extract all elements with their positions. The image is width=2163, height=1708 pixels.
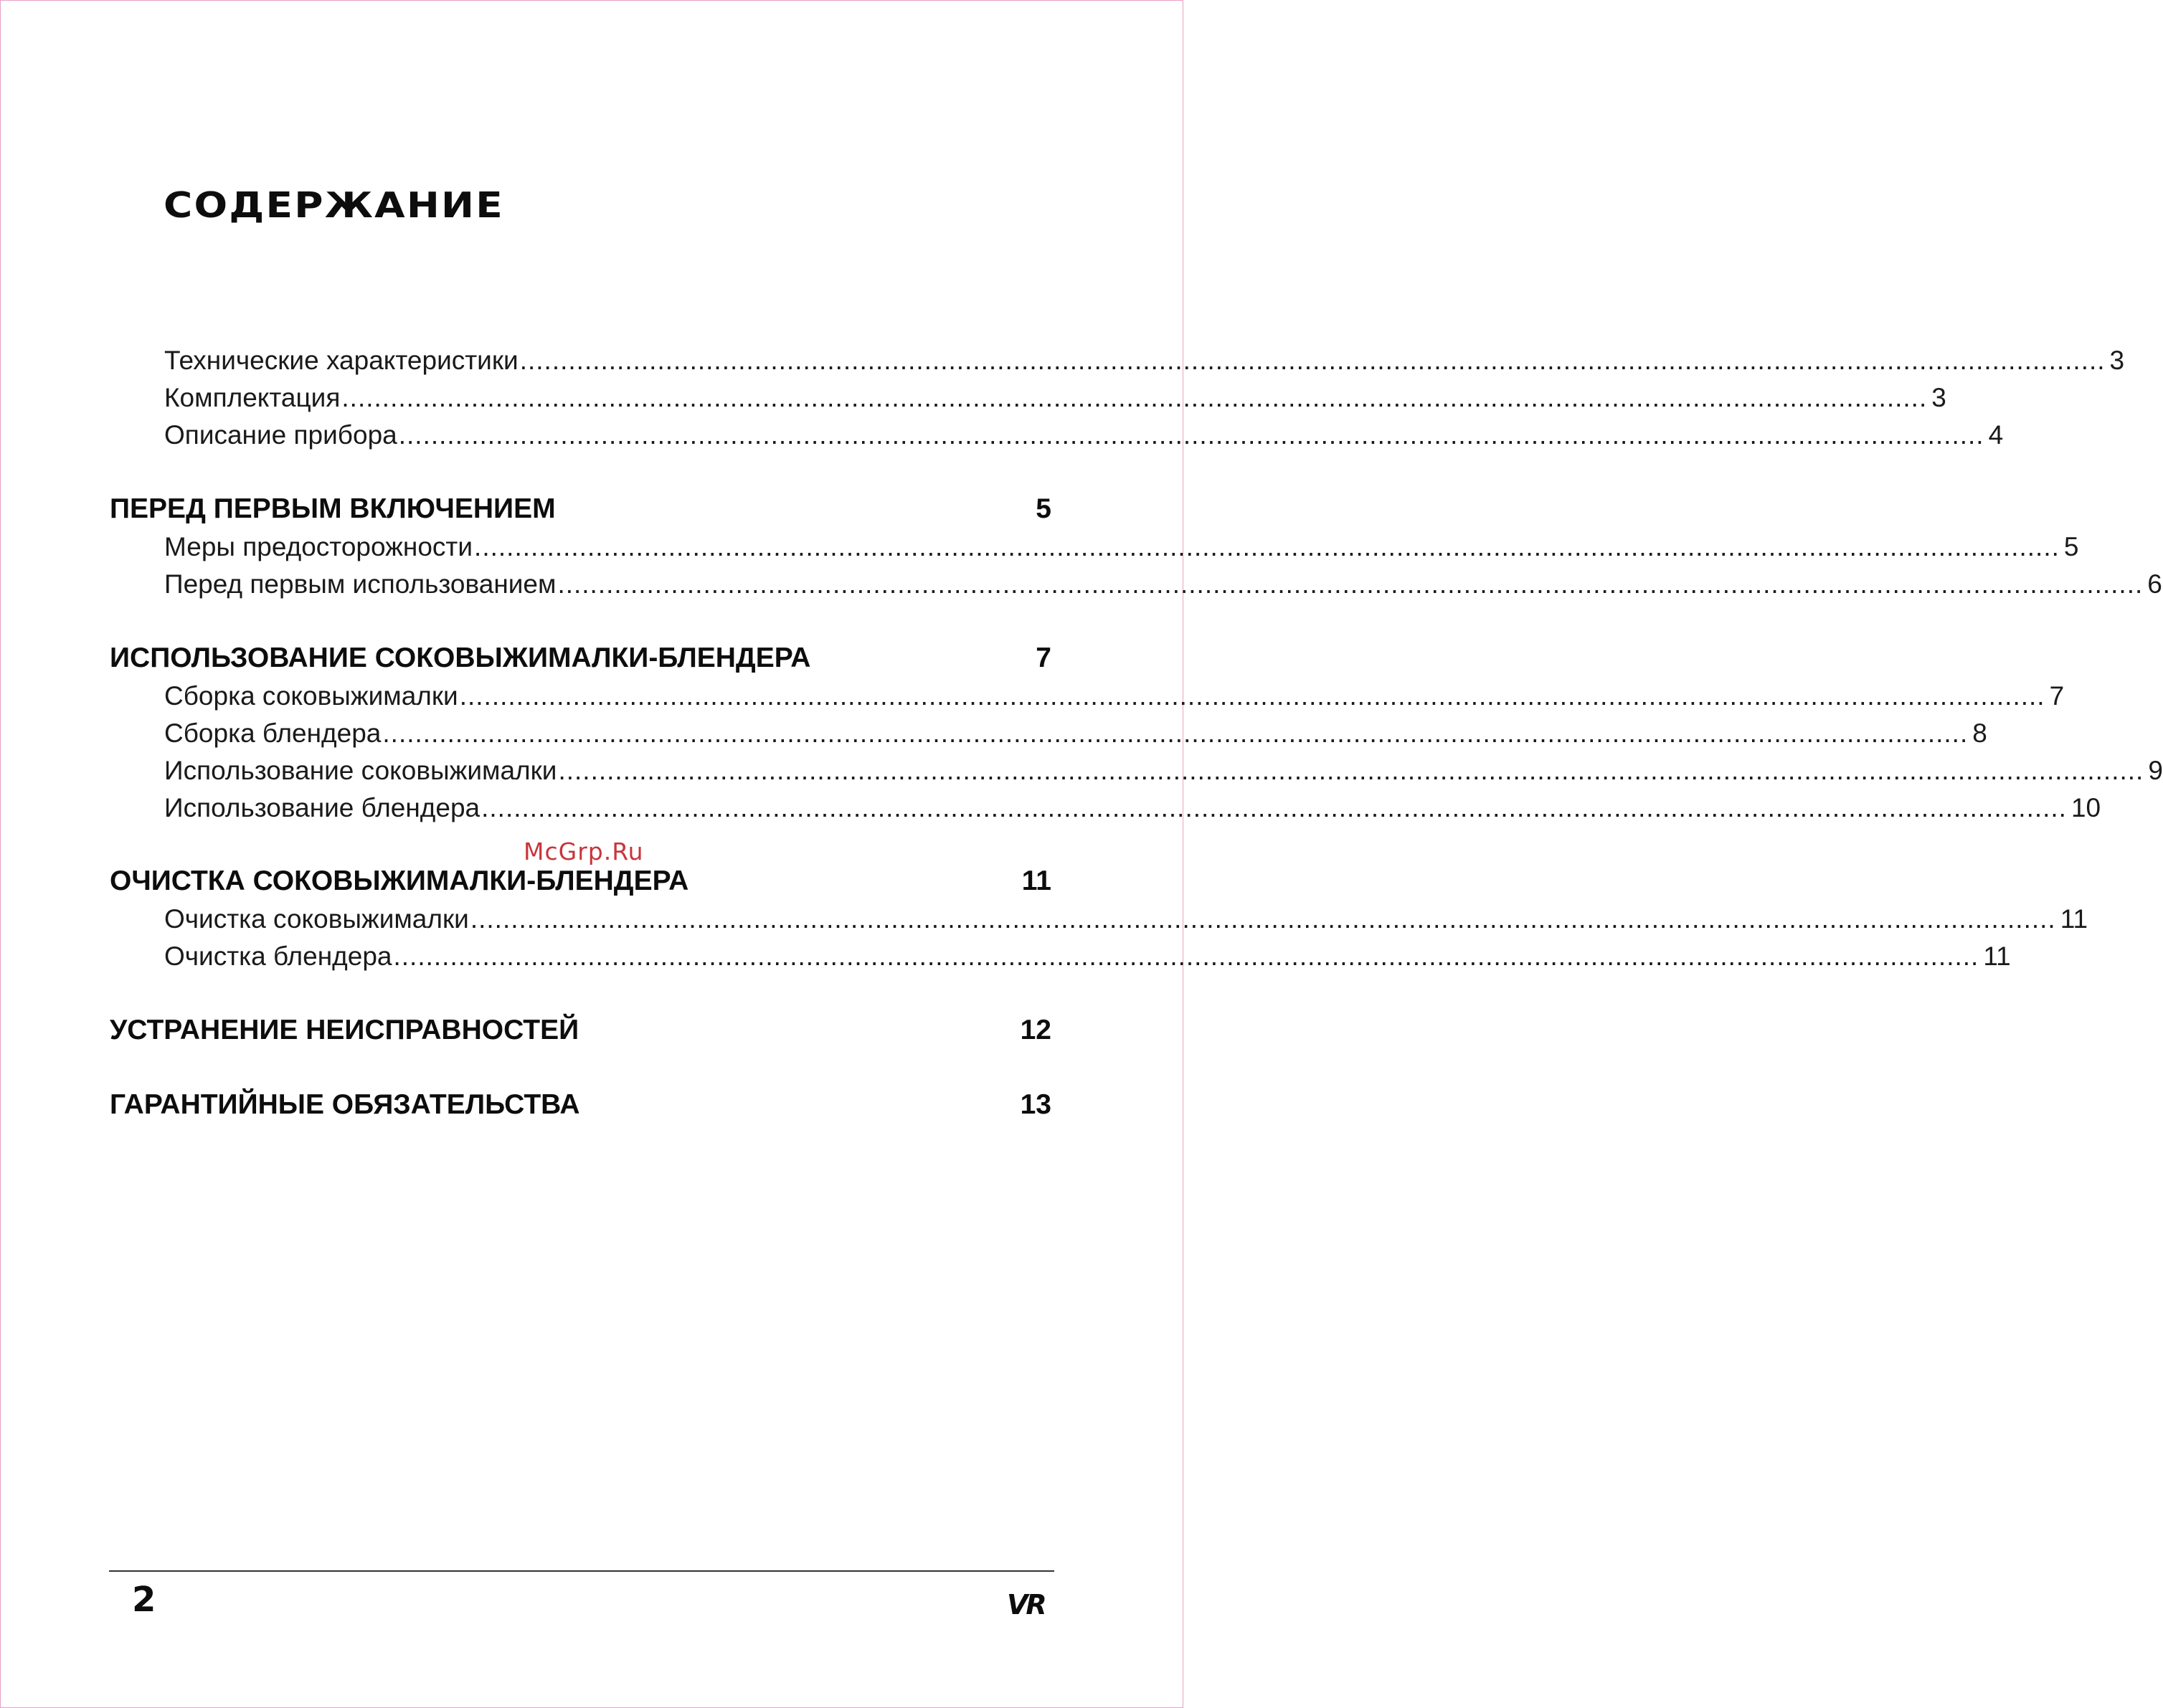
toc-leader-dots: .................................................................................................................................................................................................... xyxy=(341,383,1928,412)
toc-entry-label: Перед первым использованием xyxy=(164,569,557,599)
toc-entry-juicer-assembly[interactable] xyxy=(164,678,2065,714)
toc-entry-precautions[interactable] xyxy=(164,529,2079,565)
toc-section-label: ИСПОЛЬЗОВАНИЕ СОКОВЫЖИМАЛКИ-БЛЕНДЕРА xyxy=(110,642,811,673)
toc-entry-label: Описание прибора xyxy=(164,420,397,450)
page-number: 2 xyxy=(132,1580,156,1620)
toc-entry-page: 3 xyxy=(1931,383,1946,412)
toc-section-page: 5 xyxy=(1036,493,1051,524)
toc-section-warranty[interactable] xyxy=(110,1087,1051,1123)
toc-entry-label: Меры предосторожности xyxy=(164,532,473,561)
toc-entry-page: 11 xyxy=(1983,941,2011,971)
toc-leader-dots: .................................................................................................................................................................................................... xyxy=(558,756,2144,785)
toc-section-label: ОЧИСТКА СОКОВЫЖИМАЛКИ-БЛЕНДЕРА xyxy=(110,865,689,896)
toc-entry-page: 9 xyxy=(2148,756,2163,785)
toc-entry-page: 4 xyxy=(1988,420,2004,450)
toc-leader-dots: .................................................................................................................................................................................................... xyxy=(459,681,2045,711)
toc-entry-package[interactable] xyxy=(164,380,1946,416)
toc-entry-page: 5 xyxy=(2063,532,2079,561)
toc-entry-juicer-usage[interactable] xyxy=(164,753,2163,789)
toc-entry-page: 6 xyxy=(2147,569,2162,599)
toc-entry-label: Сборка блендера xyxy=(164,718,382,748)
toc-entry-page: 8 xyxy=(1972,718,1987,748)
toc-entry-page: 11 xyxy=(2060,904,2088,934)
toc-section-troubleshooting[interactable] xyxy=(110,1012,1051,1048)
toc-entry-juicer-cleaning[interactable] xyxy=(164,901,2088,937)
toc-entry-specs[interactable] xyxy=(164,343,2125,379)
toc-entry-page: 10 xyxy=(2070,793,2101,822)
toc-entry-page: 7 xyxy=(2049,681,2065,711)
toc-leader-dots: .................................................................................................................................................................................................... xyxy=(470,904,2056,934)
toc-entry-label: Использование блендера xyxy=(164,793,481,822)
toc-leader-dots: .................................................................................................................................................................................................... xyxy=(393,941,1979,971)
toc-leader-dots: .................................................................................................................................................................................................... xyxy=(519,346,2106,375)
toc-entry-blender-cleaning[interactable] xyxy=(164,939,2011,974)
toc-section-page: 11 xyxy=(1021,865,1051,896)
toc-entry-blender-usage[interactable] xyxy=(164,790,2101,826)
toc-entry-label: Технические характеристики xyxy=(164,346,519,375)
toc-section-page: 12 xyxy=(1020,1015,1051,1045)
toc-leader-dots: .................................................................................................................................................................................................... xyxy=(474,532,2060,561)
toc-section-cleaning[interactable] xyxy=(110,863,1051,899)
toc-entry-description[interactable] xyxy=(164,417,2004,453)
toc-entry-label: Очистка соковыжималки xyxy=(164,904,469,934)
toc-section-label: ГАРАНТИЙНЫЕ ОБЯЗАТЕЛЬСТВА xyxy=(110,1089,580,1120)
toc-leader-dots: .................................................................................................................................................................................................... xyxy=(398,420,1984,450)
toc-entry-before-first-use[interactable] xyxy=(164,566,2162,602)
toc-section-before-first-use[interactable] xyxy=(110,491,1051,527)
toc-entry-blender-assembly[interactable] xyxy=(164,716,1987,751)
toc-leader-dots: .................................................................................................................................................................................................... xyxy=(481,793,2067,822)
toc-section-label: ПЕРЕД ПЕРВЫМ ВКЛЮЧЕНИЕМ xyxy=(110,493,556,524)
toc-entry-label: Комплектация xyxy=(164,383,341,412)
toc-leader-dots: .................................................................................................................................................................................................... xyxy=(557,569,2144,599)
watermark: McGrp.Ru xyxy=(524,838,644,865)
page-title: СОДЕРЖАНИЕ xyxy=(164,185,504,226)
toc-leader-dots: .................................................................................................................................................................................................... xyxy=(382,718,1969,748)
toc-section-page: 7 xyxy=(1036,642,1051,673)
toc-section-usage[interactable] xyxy=(110,640,1051,676)
footer-divider xyxy=(109,1570,1054,1572)
toc-entry-label: Использование соковыжималки xyxy=(164,756,557,785)
toc-entry-page: 3 xyxy=(2109,346,2125,375)
toc-section-label: УСТРАНЕНИЕ НЕИСПРАВНОСТЕЙ xyxy=(110,1015,579,1045)
toc-section-page: 13 xyxy=(1020,1089,1051,1120)
toc-entry-label: Очистка блендера xyxy=(164,941,392,971)
toc-entry-label: Сборка соковыжималки xyxy=(164,681,458,711)
brand-logo: VR xyxy=(1007,1589,1045,1621)
